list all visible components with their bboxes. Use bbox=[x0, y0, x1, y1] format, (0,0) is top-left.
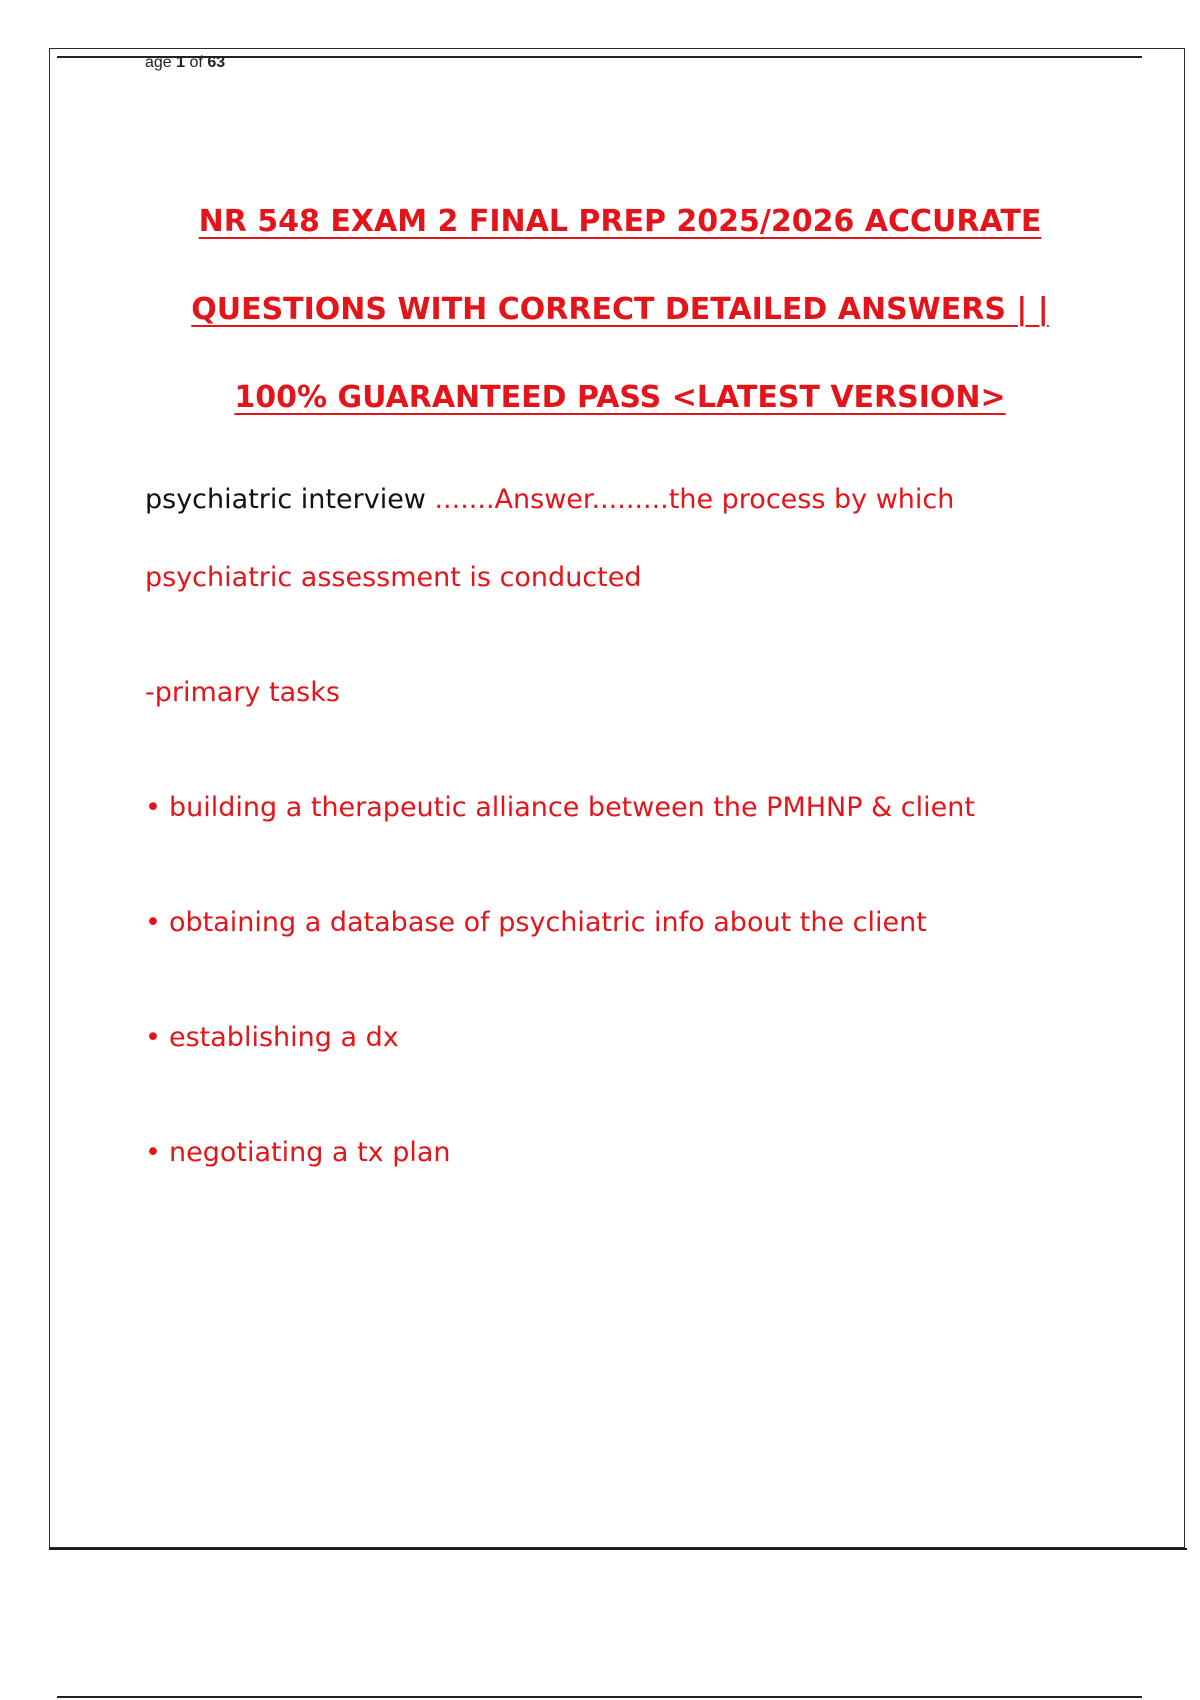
title-line-3 bbox=[150, 354, 1090, 442]
list-item-text: establishing a dx bbox=[169, 1022, 399, 1053]
list-item bbox=[145, 1018, 1085, 1058]
title-line-1 bbox=[150, 178, 1090, 266]
page-counter-total: 63 bbox=[207, 54, 226, 71]
list-item-text: obtaining a database of psychiatric info about the client bbox=[169, 907, 927, 938]
list-item-text: building a therapeutic alliance between the PMHNP & client bbox=[169, 792, 975, 823]
bullet-icon: • bbox=[145, 907, 161, 938]
qa-question-line bbox=[145, 480, 1085, 520]
qa-separator: .......Answer......... bbox=[425, 484, 669, 515]
title-line-1-text: NR 548 EXAM 2 FINAL PREP 2025/2026 ACCURATE bbox=[198, 204, 1042, 239]
bullet-icon: • bbox=[145, 792, 161, 823]
page-frame-bottom-edge bbox=[49, 1548, 1187, 1550]
list-item-text: negotiating a tx plan bbox=[169, 1137, 451, 1168]
title-line-3-text: 100% GUARANTEED PASS <LATEST VERSION> bbox=[234, 380, 1006, 415]
list-item bbox=[145, 903, 1085, 943]
bullet-icon: • bbox=[145, 1137, 161, 1168]
qa-answer-line1: the process by which bbox=[668, 484, 955, 515]
title-line-2 bbox=[150, 266, 1090, 354]
qa-subheading: -primary tasks bbox=[145, 677, 340, 708]
bullet-icon: • bbox=[145, 1022, 161, 1053]
list-item bbox=[145, 788, 1085, 828]
page-counter-of: of bbox=[189, 54, 203, 71]
title-line-2-text: QUESTIONS WITH CORRECT DETAILED ANSWERS | | bbox=[191, 292, 1049, 327]
document-title bbox=[150, 178, 1090, 442]
list-item bbox=[145, 1133, 1085, 1173]
qa-entry bbox=[145, 480, 1085, 1173]
qa-answer-line2: psychiatric assessment is conducted bbox=[145, 562, 642, 593]
page-counter-current: 1 bbox=[176, 54, 186, 71]
page-counter bbox=[145, 54, 225, 72]
page-counter-prefix: age bbox=[145, 54, 172, 71]
footer-rule bbox=[57, 1696, 1142, 1698]
qa-term: psychiatric interview bbox=[145, 484, 426, 515]
